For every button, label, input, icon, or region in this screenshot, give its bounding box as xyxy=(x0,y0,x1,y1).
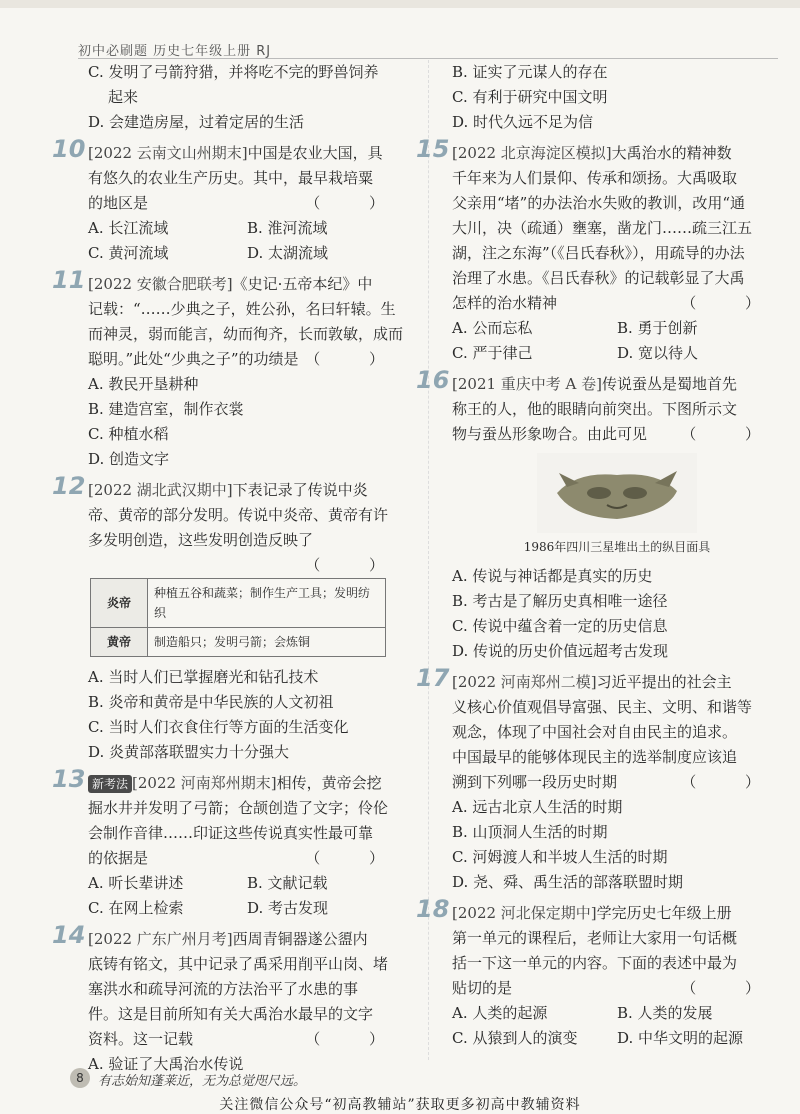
option-d: D. 考古发现 xyxy=(247,899,329,917)
question-17 xyxy=(416,664,782,895)
answer-paren: （ ） xyxy=(681,773,782,791)
question-text: 湖，注之东海”（《吕氏春秋》），用疏导的办法 xyxy=(452,244,745,262)
answer-paren: （ ） xyxy=(305,849,406,867)
question-text: 记载：“……少典之子，姓公孙，名曰轩辕。生 xyxy=(88,300,396,318)
question-number: 12 xyxy=(52,472,86,500)
option-b: B. 勇于创新 xyxy=(617,319,698,337)
question-text: 而神灵，弱而能言，幼而徇齐，长而敦敏，成而 xyxy=(88,325,404,343)
question-text: 大川，决（疏通）壅塞，凿龙门……疏三江五 xyxy=(452,219,753,237)
question-source: [2022 湖北武汉期中] xyxy=(88,481,233,499)
question-13 xyxy=(52,765,406,921)
option-d: D. 创造文字 xyxy=(88,450,170,468)
page-number: 8 xyxy=(70,1068,90,1088)
figure-caption: 1986年四川三星堆出土的纵目面具 xyxy=(523,540,711,554)
question-text: 物与蚕丛形象吻合。由此可见 xyxy=(452,425,648,443)
question-text: 贴切的是 xyxy=(452,979,513,997)
option-a: A. 远古北京人生活的时期 xyxy=(452,798,623,816)
option-a: A. 听长辈讲述 xyxy=(88,874,184,892)
question-text: 《史记·五帝本纪》中 xyxy=(232,275,373,293)
bronze-mask-image xyxy=(537,453,697,533)
table-cell-value: 制造船只；发明弓箭；会炼铜 xyxy=(148,628,386,657)
question-source: [2022 安徽合肥联考] xyxy=(88,275,233,293)
question-number: 17 xyxy=(416,664,450,692)
question-number: 13 xyxy=(52,765,86,793)
question-10 xyxy=(52,135,406,266)
question-text: 中国最早的能够体现民主的选举制度应该追 xyxy=(452,748,738,766)
answer-paren: （ ） xyxy=(305,1030,406,1048)
table-cell-key: 黄帝 xyxy=(91,628,148,657)
question-source: [2022 河南郑州二模] xyxy=(452,673,597,691)
question-text: 聪明。”此处“少典之子”的功绩是 xyxy=(88,350,299,368)
question-number: 11 xyxy=(52,266,86,294)
option-d: D. 尧、舜、禹生活的部落联盟时期 xyxy=(452,873,684,891)
option-b: B. 人类的发展 xyxy=(617,1004,713,1022)
right-column xyxy=(416,60,782,1051)
answer-paren: （ ） xyxy=(305,556,406,574)
question-text: 下表记录了传说中炎 xyxy=(232,481,368,499)
question-text: 大禹治水的精神数 xyxy=(611,144,732,162)
option-c: C. 河姆渡人和半坡人生活的时期 xyxy=(452,848,668,866)
option-a: A. 人类的起源 xyxy=(452,1004,548,1022)
question-text: 帝、黄帝的部分发明。传说中炎帝、黄帝有许 xyxy=(88,506,389,524)
option-d: D. 宽以待人 xyxy=(617,344,699,362)
question-text: 学完历史七年级上册 xyxy=(596,904,732,922)
option-c-cont: 起来 xyxy=(108,88,139,106)
question-source: [2022 河南郑州期末] xyxy=(132,774,277,792)
header-rule xyxy=(78,58,778,59)
option-b: B. 建造宫室，制作衣裳 xyxy=(88,400,244,418)
question-15 xyxy=(416,135,782,366)
question-text: 相传，黄帝会挖 xyxy=(276,774,382,792)
question-source: [2022 广东广州月考] xyxy=(88,930,233,948)
footer-motto: 有志始知蓬莱近，无为总觉咫尺远。 xyxy=(98,1074,307,1089)
question-number: 10 xyxy=(52,135,86,163)
question-source: [2021 重庆中考 A 卷] xyxy=(452,375,603,393)
option-c: C. 传说中蕴含着一定的历史信息 xyxy=(452,617,668,635)
option-a: A. 当时人们已掌握磨光和钻孔技术 xyxy=(88,668,319,686)
question-18 xyxy=(416,895,782,1051)
question-text: 塞洪水和疏导河流的方法治平了水患的事 xyxy=(88,980,359,998)
option-a: A. 长江流域 xyxy=(88,219,169,237)
question-text: 多发明创造，这些发明创造反映了 xyxy=(88,531,314,549)
running-header: 初中必刷题 历史七年级上册 RJ xyxy=(78,44,272,59)
question-text: 会制作音律……印证这些传说真实性最可靠 xyxy=(88,824,374,842)
option-c: C. 黄河流域 xyxy=(88,244,169,262)
table-row xyxy=(91,579,386,628)
question-text: 中国是农业大国，具 xyxy=(247,144,383,162)
question-text: 资料。这一记载 xyxy=(88,1030,194,1048)
option-a: A. 公而忘私 xyxy=(452,319,533,337)
question-16 xyxy=(416,366,782,664)
left-column xyxy=(52,60,406,1077)
table-row xyxy=(91,628,386,657)
answer-paren: （ ） xyxy=(305,350,406,368)
table-cell-key: 炎帝 xyxy=(91,579,148,628)
option-b: B. 炎帝和黄帝是中华民族的人文初祖 xyxy=(88,693,334,711)
answer-paren: （ ） xyxy=(681,425,782,443)
question-text: 义核心价值观倡导富强、民主、文明、和谐等 xyxy=(452,698,753,716)
option-d: D. 太湖流域 xyxy=(247,244,329,262)
question-number: 16 xyxy=(416,366,450,394)
question-text: 千年来为人们景仰、传承和颂扬。大禹吸取 xyxy=(452,169,738,187)
table-cell-value: 种植五谷和蔬菜；制作生产工具；发明纺织 xyxy=(148,579,386,628)
question-text: 西周青铜器遂公盨内 xyxy=(232,930,368,948)
question-number: 15 xyxy=(416,135,450,163)
option-a: A. 验证了大禹治水传说 xyxy=(88,1055,244,1073)
option-d: D. 时代久远不足为信 xyxy=(452,113,594,131)
question-text: 的依据是 xyxy=(88,849,149,867)
answer-paren: （ ） xyxy=(681,294,782,312)
option-c: C. 发明了弓箭狩猎，并将吃不完的野兽饲养 xyxy=(88,63,379,81)
option-d: D. 会建造房屋，过着定居的生活 xyxy=(88,113,305,131)
option-a: A. 教民开垦耕种 xyxy=(88,375,199,393)
question-number: 18 xyxy=(416,895,450,923)
question-text: 怎样的治水精神 xyxy=(452,294,558,312)
option-c: C. 在网上检索 xyxy=(88,899,184,917)
option-b: B. 淮河流域 xyxy=(247,219,328,237)
option-c: C. 从猿到人的演变 xyxy=(452,1029,578,1047)
question-11 xyxy=(52,266,406,472)
question-text: 的地区是 xyxy=(88,194,149,212)
answer-paren: （ ） xyxy=(305,194,406,212)
question-text: 溯到下列哪一段历史时期 xyxy=(452,773,618,791)
option-b: B. 文献记载 xyxy=(247,874,328,892)
question-source: [2022 云南文山州期末] xyxy=(88,144,248,162)
question-number: 14 xyxy=(52,921,86,949)
option-a: A. 传说与神话都是真实的历史 xyxy=(452,567,653,585)
question-text: 底铸有铭文，其中记录了禹采用削平山岗、堵 xyxy=(88,955,389,973)
footer-notice: 关注微信公众号“初高教辅站”获取更多初高中教辅资料 xyxy=(219,1097,581,1113)
answer-paren: （ ） xyxy=(681,979,782,997)
question-source: [2022 北京海淀区模拟] xyxy=(452,144,612,162)
option-c: C. 有利于研究中国文明 xyxy=(452,88,608,106)
option-b: B. 考古是了解历史真相唯一途径 xyxy=(452,592,668,610)
option-b: B. 证实了元谋人的存在 xyxy=(452,63,608,81)
question-text: 父亲用“堵”的办法治水失败的教训，改用“通 xyxy=(452,194,746,212)
new-method-badge: 新考法 xyxy=(88,775,132,793)
question-text: 传说蚕丛是蜀地首先 xyxy=(602,375,738,393)
option-c: C. 严于律己 xyxy=(452,344,533,362)
inventions-table xyxy=(90,578,386,657)
option-c: C. 种植水稻 xyxy=(88,425,169,443)
question-text: 第一单元的课程后，老师让大家用一句话概 xyxy=(452,929,738,947)
question-text: 治理了水患。《吕氏春秋》的记载彰显了大禹 xyxy=(452,269,745,287)
question-text: 有悠久的农业生产历史。其中，最早栽培粟 xyxy=(88,169,374,187)
question-text: 观念，体现了中国社会对自由民主的追求。 xyxy=(452,723,738,741)
option-b: B. 山顶洞人生活的时期 xyxy=(452,823,608,841)
question-text: 习近平提出的社会主 xyxy=(596,673,732,691)
question-text: 件。这是目前所知有关大禹治水最早的文字 xyxy=(88,1005,374,1023)
top-edge xyxy=(0,0,800,8)
option-d: D. 中华文明的起源 xyxy=(617,1029,744,1047)
question-source: [2022 河北保定期中] xyxy=(452,904,597,922)
option-d: D. 炎黄部落联盟实力十分强大 xyxy=(88,743,290,761)
option-c: C. 当时人们衣食住行等方面的生活变化 xyxy=(88,718,349,736)
question-12 xyxy=(52,472,406,765)
question-14 xyxy=(52,921,406,1077)
question-text: 括一下这一单元的内容。下面的表述中最为 xyxy=(452,954,738,972)
question-text: 称王的人，他的眼睛向前突出。下图所示文 xyxy=(452,400,738,418)
question-text: 掘水井并发明了弓箭；仓颉创造了文字；伶伦 xyxy=(88,799,389,817)
option-d: D. 传说的历史价值远超考古发现 xyxy=(452,642,669,660)
